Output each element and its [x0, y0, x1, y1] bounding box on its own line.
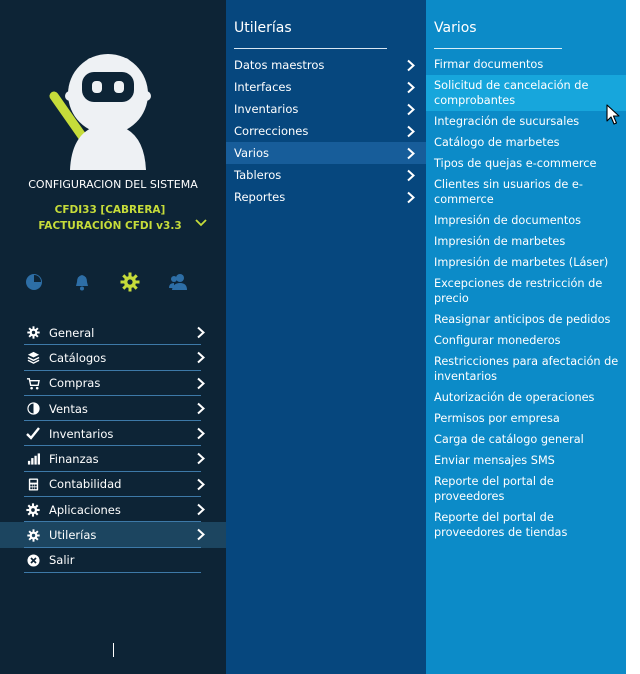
main-menu — [0, 320, 226, 573]
varios-item-carga-catalogo[interactable]: Carga de catálogo general — [434, 433, 584, 446]
submenu-item-label: Tableros — [234, 168, 282, 182]
submenu-item-label: Correcciones — [234, 124, 309, 138]
submenu-title: Utilerías — [234, 20, 292, 36]
menu-item-aplicaciones[interactable] — [0, 497, 226, 522]
menu-item-inventarios[interactable] — [0, 421, 226, 446]
varios-item-solicitud-cancelacion[interactable]: Solicitud de cancelación de comprobantes — [426, 75, 626, 111]
mouse-pointer-icon — [606, 104, 620, 126]
submenu-list — [226, 54, 426, 208]
clock-icon[interactable] — [24, 272, 44, 292]
chevron-right-icon — [196, 326, 206, 339]
varios-item-reasignar-anticipos[interactable]: Reasignar anticipos de pedidos — [434, 313, 611, 326]
check-icon — [25, 426, 41, 442]
chevron-right-icon — [196, 452, 206, 465]
submenu-item-label: Datos maestros — [234, 58, 325, 72]
submenu-item-label: Reportes — [234, 190, 286, 204]
varios-item-integracion-sucursales[interactable]: Integración de sucursales — [434, 115, 580, 128]
chevron-right-icon — [406, 59, 416, 72]
submenu-item-correcciones[interactable] — [226, 120, 426, 142]
chevron-right-icon — [196, 377, 206, 390]
gear-icon[interactable] — [120, 272, 140, 292]
submenu-item-interfaces[interactable] — [226, 76, 426, 98]
varios-item-restricciones-inventarios[interactable]: Restricciones para afectación de inventarios — [434, 355, 619, 383]
submenu-item-datos-maestros[interactable] — [226, 54, 426, 76]
robot-avatar-icon — [48, 52, 168, 170]
submenu-item-label: Interfaces — [234, 80, 292, 94]
sidebar — [0, 0, 226, 674]
menu-item-label: Finanzas — [49, 452, 99, 467]
varios-item-tipos-quejas[interactable]: Tipos de quejas e-commerce — [434, 157, 597, 170]
submenu-item-label: Inventarios — [234, 102, 299, 116]
varios-item-permisos-empresa[interactable]: Permisos por empresa — [434, 412, 560, 425]
varios-item-impresion-marbetes-laser[interactable]: Impresión de marbetes (Láser) — [434, 256, 609, 269]
chevron-down-icon[interactable] — [194, 218, 208, 228]
menu-item-label: General — [49, 325, 95, 340]
varios-submenu — [426, 0, 626, 674]
bell-icon[interactable] — [72, 272, 92, 292]
chevron-right-icon — [406, 191, 416, 204]
varios-item-reporte-portal-proveedores[interactable]: Reporte del portal de proveedores — [434, 475, 554, 503]
chevron-right-icon — [196, 402, 206, 415]
cart-icon — [25, 375, 41, 391]
calculator-icon — [25, 476, 41, 492]
coins-icon — [25, 401, 41, 417]
varios-item-configurar-monederos[interactable]: Configurar monederos — [434, 334, 561, 347]
quick-icons-bar — [22, 272, 202, 292]
menu-item-general[interactable] — [0, 320, 226, 345]
menu-item-label: Contabilidad — [49, 477, 122, 492]
chevron-right-icon — [196, 503, 206, 516]
varios-item-reporte-portal-tiendas[interactable]: Reporte del portal de proveedores de tiendas — [434, 511, 568, 539]
varios-item-impresion-documentos[interactable]: Impresión de documentos — [434, 214, 582, 227]
chevron-right-icon — [406, 147, 416, 160]
menu-item-label: Aplicaciones — [49, 502, 121, 517]
menu-item-label: Compras — [49, 376, 101, 391]
varios-item-enviar-sms[interactable]: Enviar mensajes SMS — [434, 454, 555, 467]
users-icon[interactable] — [168, 272, 188, 292]
close-circle-icon — [25, 552, 41, 568]
chevron-right-icon — [406, 125, 416, 138]
menu-item-label: Salir — [49, 553, 75, 568]
chevron-right-icon — [196, 351, 206, 364]
company-selector[interactable] — [0, 202, 220, 234]
menu-item-label: Catálogos — [49, 350, 107, 365]
menu-item-compras[interactable] — [0, 371, 226, 396]
varios-item-clientes-sin-usuarios[interactable]: Clientes sin usuarios de e-commerce — [434, 178, 583, 206]
menu-item-finanzas[interactable] — [0, 446, 226, 471]
varios-item-firmar-documentos[interactable]: Firmar documentos — [434, 58, 544, 71]
varios-item-autorizacion-operaciones[interactable]: Autorización de operaciones — [434, 391, 595, 404]
menu-item-label: Ventas — [49, 401, 88, 416]
varios-item-catalogo-marbetes[interactable]: Catálogo de marbetes — [434, 136, 560, 149]
utilerias-submenu — [226, 0, 426, 674]
menu-item-contabilidad[interactable] — [0, 472, 226, 497]
varios-item-impresion-marbetes[interactable]: Impresión de marbetes — [434, 235, 566, 248]
company-name: CFDI33 [CABRERA] — [54, 204, 166, 216]
gear-icon — [25, 527, 41, 543]
chevron-right-icon — [196, 427, 206, 440]
system-title: CONFIGURACION DEL SISTEMA — [28, 178, 198, 191]
varios-list — [426, 54, 626, 543]
menu-item-ventas[interactable] — [0, 396, 226, 421]
divider — [434, 48, 562, 49]
menu-item-label: Inventarios — [49, 426, 114, 441]
submenu-item-reportes[interactable] — [226, 186, 426, 208]
submenu-item-inventarios[interactable] — [226, 98, 426, 120]
submenu-item-label: Varios — [234, 146, 269, 160]
chevron-right-icon — [196, 478, 206, 491]
menu-item-label: Utilerías — [49, 528, 97, 543]
submenu-item-tableros[interactable] — [226, 164, 426, 186]
gear-icon — [25, 325, 41, 341]
cogs-icon — [25, 502, 41, 518]
varios-title: Varios — [434, 20, 477, 36]
menu-item-utilerias[interactable] — [0, 522, 226, 547]
chevron-right-icon — [406, 169, 416, 182]
company-module: FACTURACIÓN CFDI v3.3 — [38, 220, 182, 232]
chevron-right-icon — [196, 528, 206, 541]
bar-chart-icon — [25, 451, 41, 467]
menu-item-catalogos[interactable] — [0, 345, 226, 370]
divider — [234, 48, 387, 49]
text-cursor — [113, 643, 114, 657]
chevron-right-icon — [406, 81, 416, 94]
layers-icon — [25, 350, 41, 366]
varios-item-excepciones-precio[interactable]: Excepciones de restricción de precio — [434, 277, 603, 305]
menu-item-salir[interactable] — [0, 548, 226, 573]
submenu-item-varios[interactable] — [226, 142, 426, 164]
chevron-right-icon — [406, 103, 416, 116]
